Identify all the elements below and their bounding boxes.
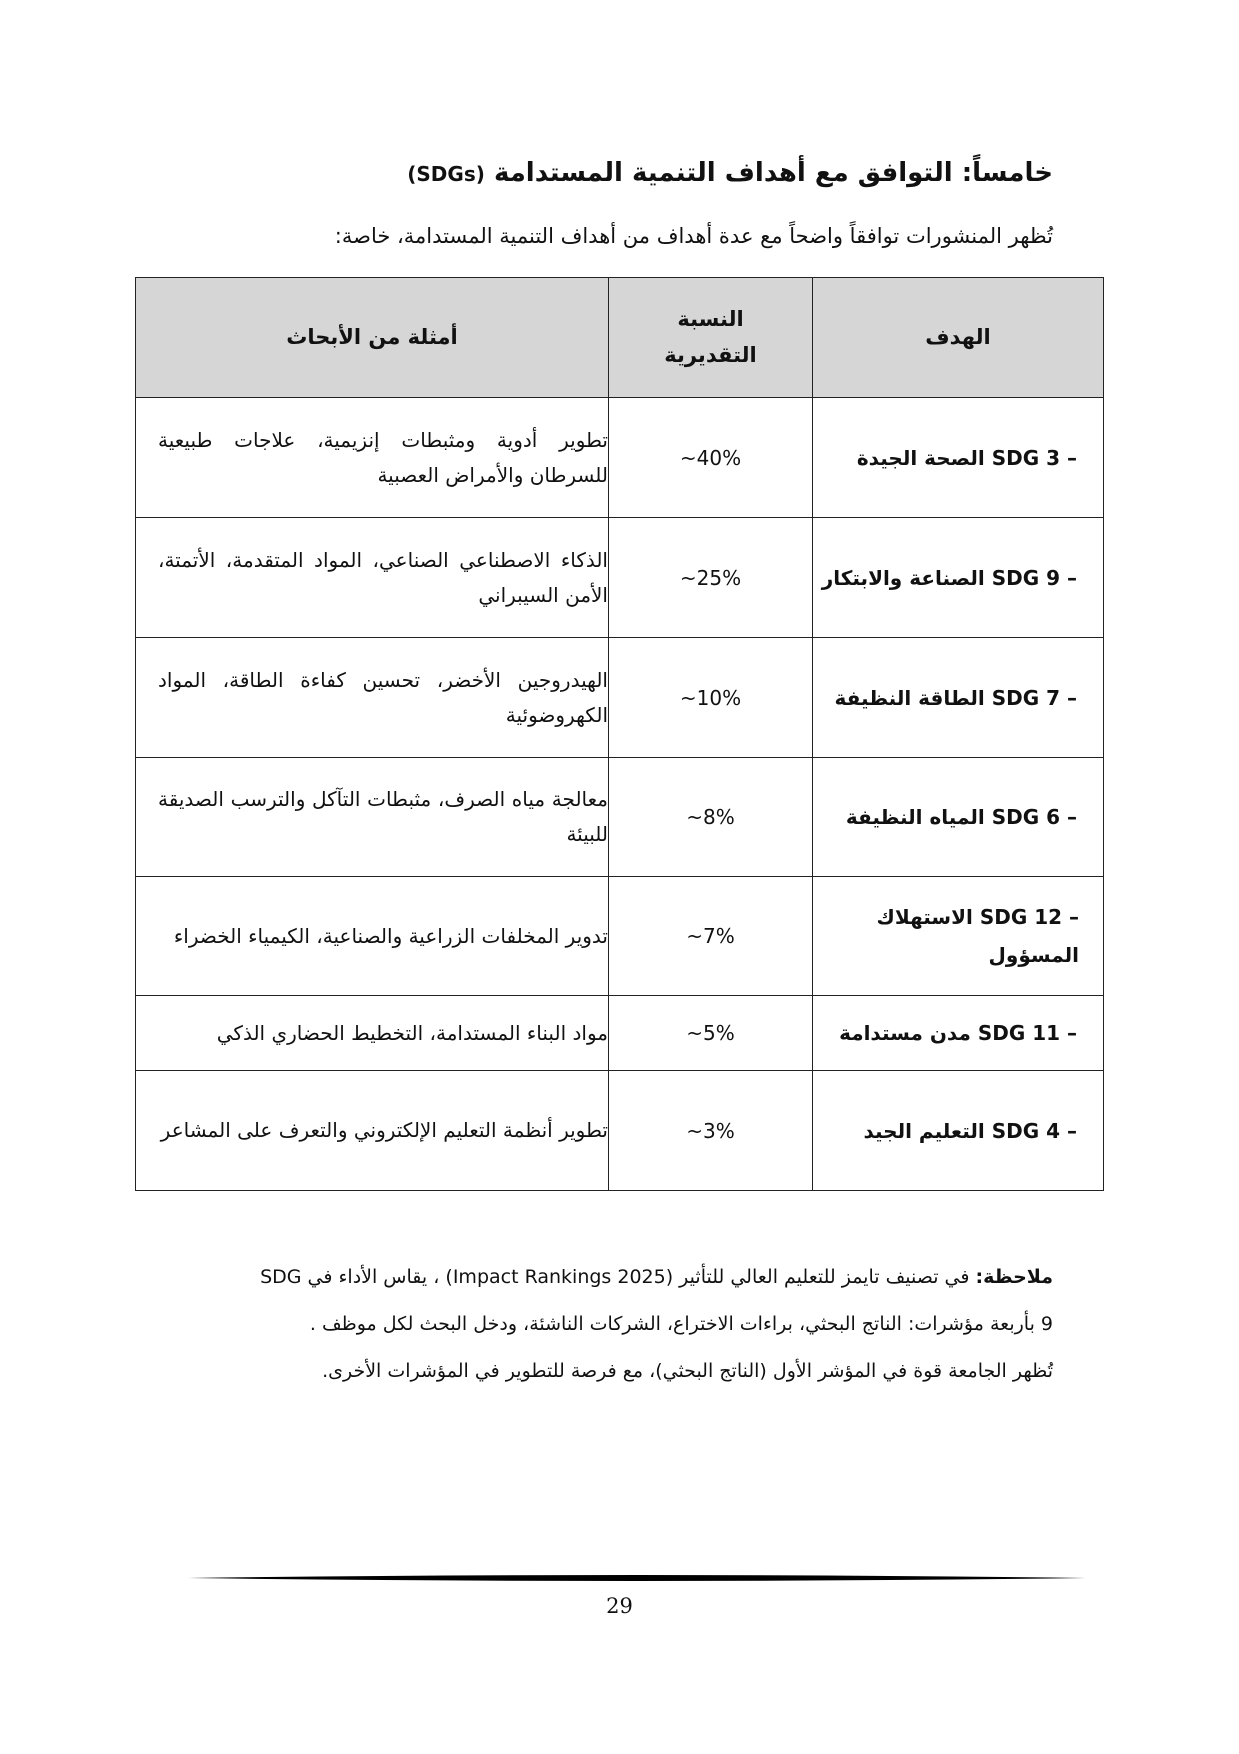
examples-cell: الذكاء الاصطناعي الصناعي، المواد المتقدمة، الأتمتة، الأمن السيبراني	[136, 518, 609, 638]
table-row	[136, 638, 1104, 758]
note-line-1-text: في تصنيف تايمز للتعليم العالي للتأثير (Impact Rankings 2025) ، يقاس الأداء في SDG	[260, 1266, 970, 1288]
percentage-cell: ~3%	[609, 1071, 813, 1191]
table-row	[136, 996, 1104, 1071]
table-row	[136, 758, 1104, 877]
header-goal: الهدف	[813, 278, 1104, 398]
note-paragraph	[180, 1254, 1053, 1395]
percentage-cell: ~8%	[609, 758, 813, 877]
goal-cell: – SDG 11 مدن مستدامة	[813, 996, 1104, 1071]
examples-cell: تطوير أدوية ومثبطات إنزيمية، علاجات طبيعية للسرطان والأمراض العصبية	[136, 398, 609, 518]
goal-cell: – SDG 12 الاستهلاك المسؤول	[813, 877, 1104, 996]
table-row	[136, 1071, 1104, 1191]
sdg-alignment-table	[135, 277, 1104, 1191]
examples-cell: تدوير المخلفات الزراعية والصناعية، الكيمياء الخضراء	[136, 877, 609, 996]
table-row	[136, 398, 1104, 518]
header-pct-line2: التقديرية	[664, 342, 757, 367]
footer-rule	[188, 1573, 1086, 1583]
section-heading-acronym: (SDGs)	[407, 162, 485, 186]
percentage-cell: ~10%	[609, 638, 813, 758]
percentage-cell: ~40%	[609, 398, 813, 518]
examples-cell: مواد البناء المستدامة، التخطيط الحضاري الذكي	[136, 996, 609, 1071]
note-label: ملاحظة:	[975, 1266, 1053, 1288]
section-heading-text: خامساً: التوافق مع أهداف التنمية المستدامة	[493, 158, 1053, 188]
table-header-row	[136, 278, 1104, 398]
percentage-cell: ~5%	[609, 996, 813, 1071]
percentage-cell: ~7%	[609, 877, 813, 996]
goal-cell: – SDG 4 التعليم الجيد	[813, 1071, 1104, 1191]
table-row	[136, 518, 1104, 638]
percentage-cell: ~25%	[609, 518, 813, 638]
header-pct-line1: النسبة	[677, 306, 744, 331]
header-research-examples: أمثلة من الأبحاث	[136, 278, 609, 398]
goal-cell: – SDG 9 الصناعة والابتكار	[813, 518, 1104, 638]
intro-paragraph: تُظهر المنشورات توافقاً واضحاً مع عدة أهداف من أهداف التنمية المستدامة، خاصة:	[334, 224, 1053, 248]
examples-cell: معالجة مياه الصرف، مثبطات التآكل والترسب الصديقة للبيئة	[136, 758, 609, 877]
section-heading	[400, 158, 1053, 188]
note-line-2: 9 بأربعة مؤشرات: الناتج البحثي، براءات الاختراع، الشركات الناشئة، ودخل البحث لكل موظف .	[309, 1313, 1053, 1335]
note-line-3: تُظهر الجامعة قوة في المؤشر الأول (الناتج البحثي)، مع فرصة للتطوير في المؤشرات الأخرى.	[322, 1360, 1053, 1382]
examples-cell: تطوير أنظمة التعليم الإلكتروني والتعرف على المشاعر	[136, 1071, 609, 1191]
goal-cell: – SDG 3 الصحة الجيدة	[813, 398, 1104, 518]
goal-cell: – SDG 7 الطاقة النظيفة	[813, 638, 1104, 758]
table-row	[136, 877, 1104, 996]
header-estimated-percentage	[609, 278, 813, 398]
examples-cell: الهيدروجين الأخضر، تحسين كفاءة الطاقة، المواد الكهروضوئية	[136, 638, 609, 758]
note-line-1	[180, 1254, 1053, 1301]
page-number: 29	[606, 1594, 633, 1618]
goal-cell: – SDG 6 المياه النظيفة	[813, 758, 1104, 877]
